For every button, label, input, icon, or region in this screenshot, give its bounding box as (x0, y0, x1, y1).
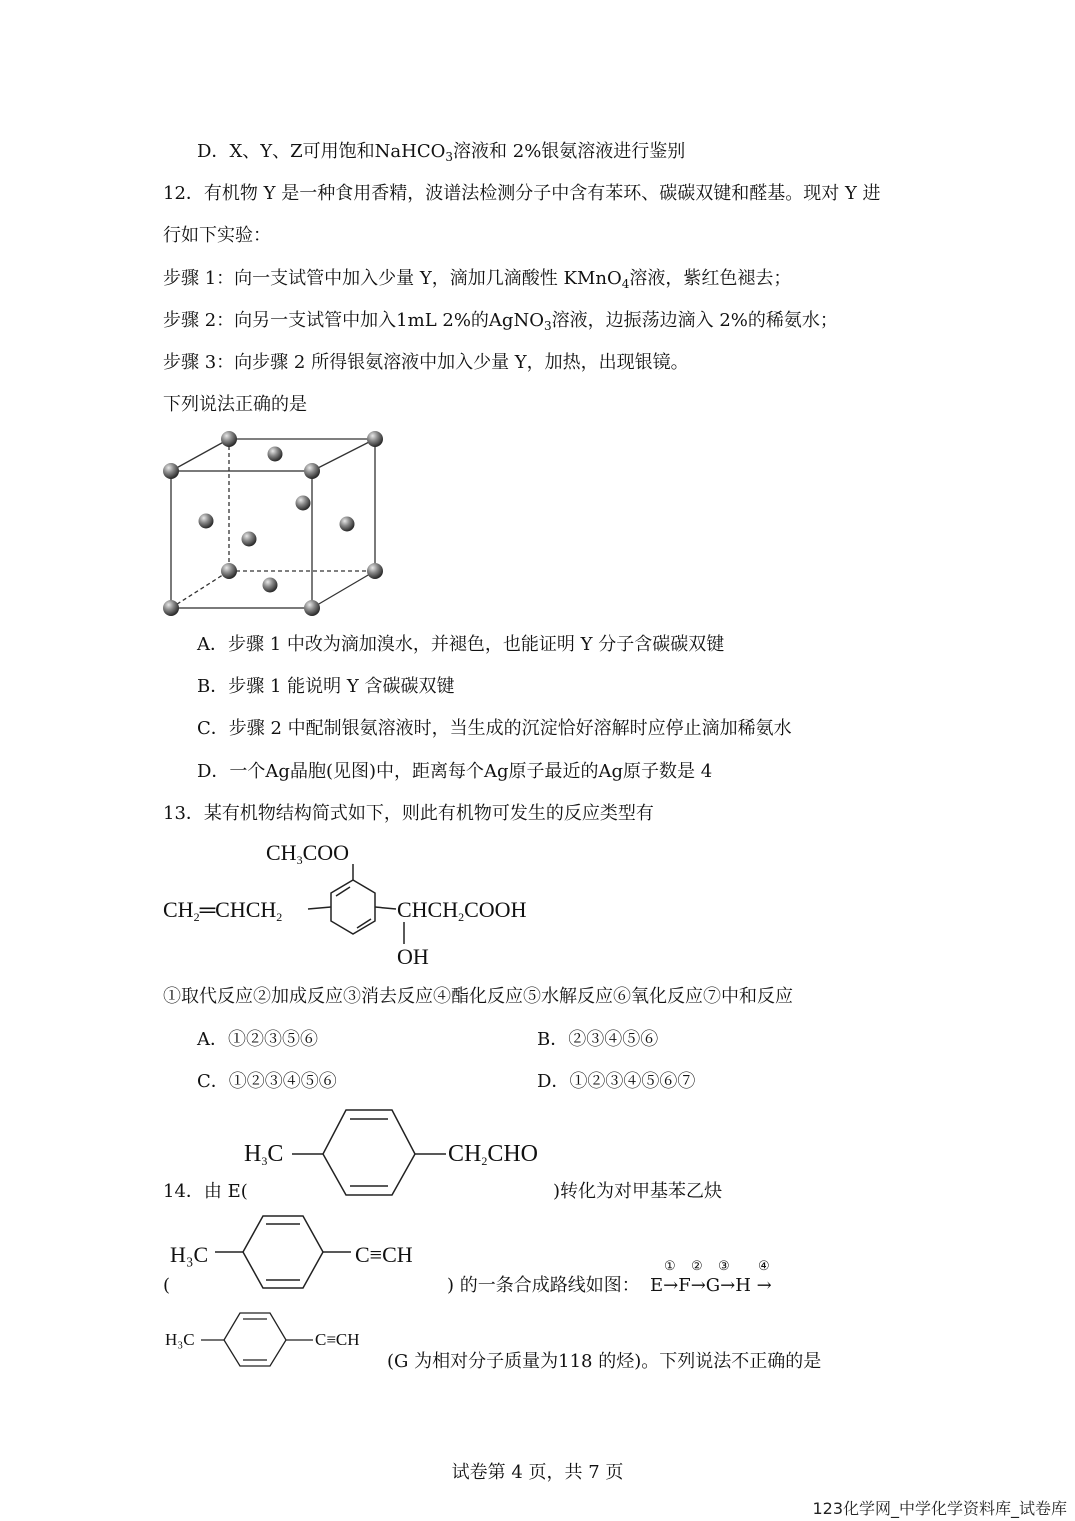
benzene-ring-icon (163, 1310, 393, 1370)
benzene-ring-icon (240, 1108, 570, 1200)
structure-product: H₃C C≡CH (165, 1212, 455, 1292)
q13-stem: 13．某有机物结构简式如下，则此有机物可发生的反应类型有 (163, 803, 654, 824)
q13-option-c: C．①②③④⑤⑥ (197, 1071, 337, 1092)
ag-crystal-cell-figure (155, 425, 395, 625)
q12-step1: 步骤 1：向一支试管中加入少量 Y，滴加几滴酸性 KMnO$_4$溶液，紫红色褪去； (163, 268, 792, 291)
q13-reaction-types: ①取代反应②加成反应③消去反应④酯化反应⑤水解反应⑥氧化反应⑦中和反应 (163, 986, 793, 1007)
ag-atom (268, 447, 283, 462)
q12-option-b: B．步骤 1 能说明 Y 含碳碳双键 (197, 676, 455, 697)
structure-product-small: H₃C C≡CH (163, 1310, 393, 1370)
benzene-ring-icon (165, 1212, 455, 1292)
q13-option-b: B．②③④⑤⑥ (537, 1029, 659, 1050)
q13-option-d: D．①②③④⑤⑥⑦ (537, 1071, 696, 1092)
ag-atom (221, 563, 237, 579)
acetoxy-group: $CH_3COO$ (266, 840, 350, 867)
q12-option-c: C．步骤 2 中配制银氨溶液时，当生成的沉淀恰好溶解时应停止滴加稀氨水 (197, 718, 792, 739)
q14-line3: (G 为相对分子质量为118 的烃)。下列说法不正确的是 (387, 1351, 822, 1372)
q12-stem-line1: 12．有机物 Y 是一种食用香精，波谱法检测分子中含有苯环、碳碳双键和醛基。现对 Y 进 (163, 183, 881, 204)
page-footer: 试卷第 4 页，共 7 页 (451, 1462, 624, 1483)
ag-atom (263, 578, 278, 593)
ag-atom (242, 532, 257, 547)
q14-line2-text: ) 的一条合成路线如图： (447, 1275, 640, 1296)
ag-atom (163, 600, 179, 616)
q14-line1-pre: 14．由 E( (163, 1181, 248, 1202)
ag-atom (367, 563, 383, 579)
ag-atom (304, 600, 320, 616)
structure-e: $H_3C$ $CH_2CHO$ (240, 1108, 570, 1200)
side-chain-group: $CHCH_2COOH$ (397, 897, 527, 924)
q11-option-d: D．X、Y、Z可用饱和NaHCO$_3$溶液和 2%银氨溶液进行鉴别 (197, 141, 686, 164)
q12-stem-line2: 行如下实验： (163, 225, 271, 246)
q14-route: E→F→G→H → (650, 1275, 772, 1296)
q14-line2-open: ( (163, 1275, 171, 1296)
ag-atom (199, 514, 214, 529)
ag-atom (304, 463, 320, 479)
ag-atom (367, 431, 383, 447)
q12-question: 下列说法正确的是 (163, 394, 307, 415)
q12-step3: 步骤 3：向步骤 2 所得银氨溶液中加入少量 Y，加热，出现银镜。 (163, 352, 689, 373)
q12-option-d: D．一个Ag晶胞(见图)中，距离每个Ag原子最近的Ag原子数是 4 (197, 761, 713, 782)
hydroxyl-group: OH (397, 944, 429, 969)
q13-structure (160, 836, 560, 976)
ag-atom (340, 517, 355, 532)
q12-option-a: A．步骤 1 中改为滴加溴水，并褪色，也能证明 Y 分子含碳碳双键 (197, 634, 725, 655)
q13-option-a: A．①②③⑤⑥ (197, 1029, 318, 1050)
watermark: 123化学网_中学化学资料库_试卷库 (812, 1499, 1067, 1518)
ag-atom (221, 431, 237, 447)
benzene-ring-icon (160, 836, 560, 976)
q12-step2: 步骤 2：向另一支试管中加入1mL 2%的AgNO$_3$溶液，边振荡边滴入 2%的稀氨水； (163, 310, 838, 333)
ag-atom (296, 496, 311, 511)
q14-line1-post: )转化为对甲基苯乙炔 (553, 1181, 723, 1202)
allyl-group: $CH_2═CHCH_2$ (163, 897, 283, 924)
ag-atom (163, 463, 179, 479)
